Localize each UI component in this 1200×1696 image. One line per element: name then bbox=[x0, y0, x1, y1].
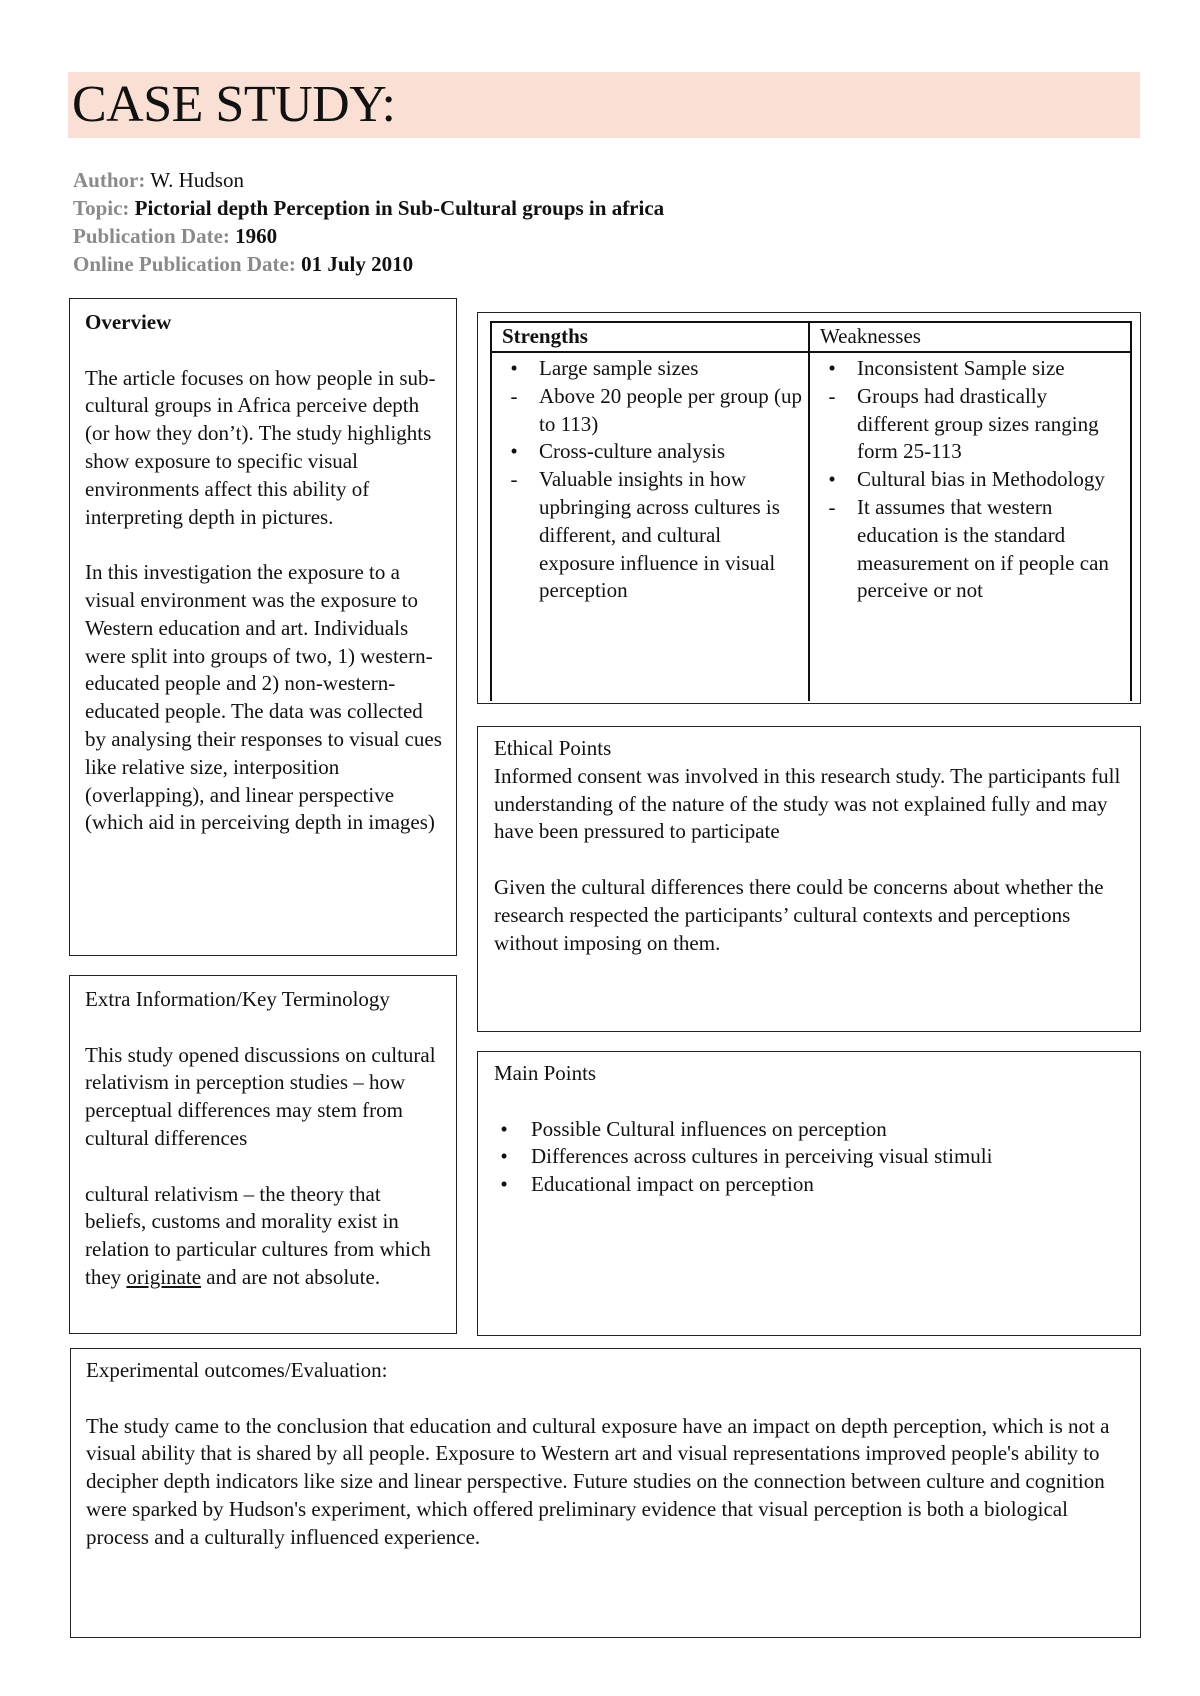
ethical-points-heading: Ethical Points bbox=[494, 736, 612, 760]
list-item: - Valuable insights in how upbringing across cultures is different, and cultural exposure influence in visual perception bbox=[502, 466, 802, 605]
table-header-row bbox=[491, 322, 1131, 352]
ethical-points-box bbox=[477, 726, 1141, 1032]
topic-row bbox=[73, 194, 664, 222]
dash-marker: - bbox=[510, 467, 518, 492]
list-item: • Educational impact on perception bbox=[494, 1171, 1128, 1199]
online-publication-date-row bbox=[73, 250, 664, 278]
list-item: - Groups had drastically different group sizes ranging form 25-113 bbox=[820, 383, 1124, 466]
ethical-points-paragraph-1: Informed consent was involved in this research study. The participants full understanding of the nature of the study was not explained fully and may have been pressured to participate bbox=[494, 763, 1121, 844]
dash-marker: - bbox=[510, 383, 518, 408]
strengths-cell bbox=[491, 352, 809, 701]
bullet-marker: • bbox=[500, 1172, 508, 1197]
list-item: • Differences across cultures in perceiving visual stimuli bbox=[494, 1143, 1128, 1171]
publication-date-label: Publication Date: bbox=[73, 224, 230, 248]
strengths-weaknesses-box bbox=[477, 312, 1141, 704]
list-item: - Above 20 people per group (up to 113) bbox=[502, 383, 802, 439]
strengths-weaknesses-table bbox=[490, 321, 1132, 701]
page-title: CASE STUDY: bbox=[72, 76, 396, 133]
strengths-header: Strengths bbox=[491, 322, 809, 352]
publication-date-value: 1960 bbox=[235, 224, 278, 248]
list-item: • Cross-culture analysis bbox=[502, 438, 802, 466]
table-row bbox=[491, 352, 1131, 701]
list-item: • Cultural bias in Methodology bbox=[820, 466, 1124, 494]
metadata-block bbox=[73, 166, 664, 278]
experimental-outcomes-box bbox=[70, 1348, 1141, 1638]
extra-information-paragraph-2 bbox=[85, 1181, 444, 1292]
dash-marker: - bbox=[828, 494, 836, 519]
author-value: W. Hudson bbox=[150, 168, 244, 192]
dash-marker: - bbox=[828, 383, 836, 408]
overview-paragraph-1: The article focuses on how people in sub-cultural groups in Africa perceive depth (or how they don’t). The study highlights show exposure to specific visual environments affect this ability of interpreting depth in pictures. bbox=[85, 365, 436, 529]
overview-paragraph-2: In this investigation the exposure to a visual environment was the exposure to Western education and art. Individuals were split into groups of two, 1) western-educated people and 2) non-western-educated people. The data was collected by analysing their responses to visual cues like relative size, interposition (overlapping), and linear perspective (which aid in perceiving depth in images) bbox=[85, 560, 442, 835]
bullet-marker: • bbox=[828, 356, 836, 380]
list-item: • Possible Cultural influences on perception bbox=[494, 1116, 1128, 1144]
underlined-word: originate bbox=[126, 1264, 202, 1289]
strengths-list bbox=[502, 355, 802, 605]
list-item: - It assumes that western education is the standard measurement on if people can perceive or not bbox=[820, 494, 1124, 605]
definition-text: cultural relativism – the theory that beliefs, customs and morality exist in relation to particular cultures from which they bbox=[85, 1181, 431, 1289]
author-label: Author: bbox=[73, 168, 146, 192]
bullet-marker: • bbox=[500, 1144, 508, 1169]
weaknesses-cell bbox=[809, 352, 1131, 701]
main-points-list bbox=[494, 1116, 1128, 1199]
main-points-heading: Main Points bbox=[494, 1061, 597, 1085]
title-banner bbox=[68, 72, 1140, 138]
overview-heading: Overview bbox=[85, 310, 172, 334]
list-item: • Inconsistent Sample size bbox=[820, 355, 1124, 383]
weaknesses-header: Weaknesses bbox=[809, 322, 1131, 352]
topic-value: Pictorial depth Perception in Sub-Cultural groups in africa bbox=[134, 196, 665, 220]
bullet-marker: • bbox=[510, 439, 518, 464]
publication-date-row bbox=[73, 222, 664, 250]
online-publication-date-label: Online Publication Date: bbox=[73, 252, 296, 276]
extra-information-paragraph-1: This study opened discussions on cultural relativism in perception studies – how perceptual differences may stem from cultural differences bbox=[85, 1042, 436, 1150]
online-publication-date-value: 01 July 2010 bbox=[301, 252, 414, 276]
author-row bbox=[73, 166, 664, 194]
experimental-outcomes-paragraph: The study came to the conclusion that education and cultural exposure have an impact on depth perception, which is not a visual ability that is shared by all people. Exposure to Western art and visual representations improved people's ability to decipher depth indicators like size and linear perspective. Future studies on the connection between culture and cognition were sparked by Hudson's experiment, which offered preliminary evidence that visual perception is both a biological process and a culturally influenced experience. bbox=[86, 1413, 1110, 1549]
weaknesses-list bbox=[820, 355, 1124, 605]
list-item: • Large sample sizes bbox=[502, 355, 802, 383]
bullet-marker: • bbox=[500, 1116, 508, 1141]
overview-box bbox=[69, 298, 457, 956]
ethical-points-paragraph-2: Given the cultural differences there could be concerns about whether the research respected the participants’ cultural contexts and perceptions without imposing on them. bbox=[494, 874, 1104, 955]
definition-text-end: and are not absolute. bbox=[201, 1264, 381, 1289]
extra-information-box bbox=[69, 975, 457, 1334]
main-points-box bbox=[477, 1051, 1141, 1336]
topic-label: Topic: bbox=[73, 196, 130, 220]
extra-information-heading: Extra Information/Key Terminology bbox=[85, 987, 390, 1011]
bullet-marker: • bbox=[828, 467, 836, 492]
experimental-outcomes-heading: Experimental outcomes/Evaluation: bbox=[86, 1358, 388, 1382]
bullet-marker: • bbox=[510, 356, 518, 380]
